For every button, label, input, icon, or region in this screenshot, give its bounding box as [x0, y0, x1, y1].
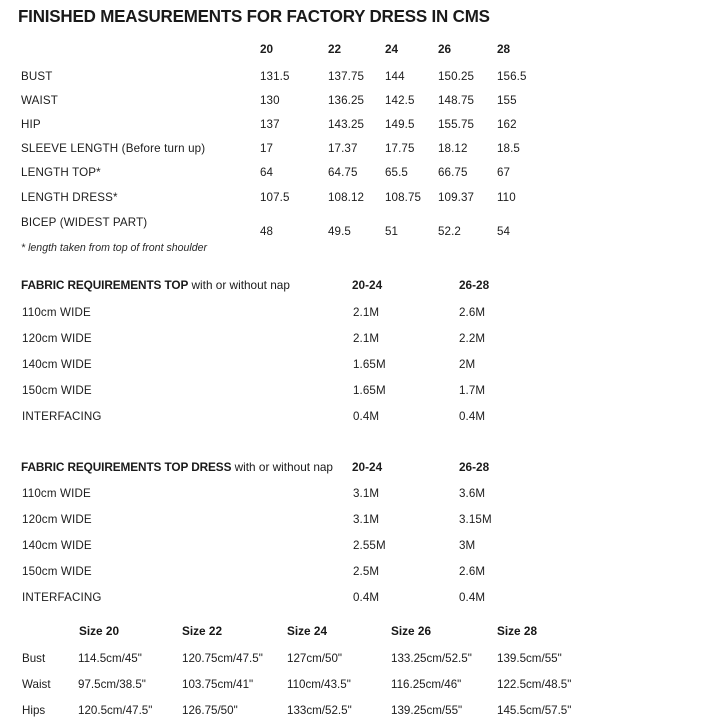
table-cell: 139.5cm/55"	[497, 652, 562, 665]
fabric-dress-column-header: 20-24	[352, 460, 383, 474]
table-row-label: LENGTH DRESS*	[21, 191, 118, 204]
table-row-label: WAIST	[21, 94, 59, 107]
table-cell: 0.4M	[459, 410, 486, 423]
table-cell: 17	[260, 142, 274, 155]
table-cell: 64.75	[328, 166, 358, 179]
table-cell: 17.75	[385, 142, 415, 155]
size-chart-header: Size 24	[287, 624, 328, 638]
fabric-top-column-header: 26-28	[459, 278, 490, 292]
table-cell: 136.25	[328, 94, 365, 107]
table-row-label: LENGTH TOP*	[21, 166, 101, 179]
table-cell: 145.5cm/57.5"	[497, 704, 572, 717]
table-cell: 2.55M	[353, 539, 386, 552]
table-cell: 155.75	[438, 118, 475, 131]
table-cell: 148.75	[438, 94, 475, 107]
table-row-label: INTERFACING	[22, 591, 102, 604]
table-cell: 122.5cm/48.5"	[497, 678, 572, 691]
table-row-label: 150cm WIDE	[22, 384, 92, 397]
table-cell: 133.25cm/52.5"	[391, 652, 472, 665]
table-row-label: Hips	[22, 704, 46, 717]
table-row-label: SLEEVE LENGTH (Before turn up)	[21, 142, 206, 155]
table-cell: 155	[497, 94, 517, 107]
measurements-footnote: * length taken from top of front shoulder	[21, 242, 208, 254]
fabric-top-heading-strong: FABRIC REQUIREMENTS TOP	[21, 278, 189, 292]
page-title: FINISHED MEASUREMENTS FOR FACTORY DRESS IN CMS	[18, 6, 490, 26]
table-cell: 130	[260, 94, 280, 107]
measurements-size-header: 28	[497, 42, 511, 56]
table-cell: 109.37	[438, 191, 475, 204]
table-cell: 126.75/50"	[182, 704, 238, 717]
table-cell: 116.25cm/46"	[391, 678, 462, 691]
fabric-dress-heading-light: with or without nap	[231, 460, 333, 474]
table-row-label: HIP	[21, 118, 41, 131]
measurements-size-header: 24	[385, 42, 399, 56]
table-cell: 3.1M	[353, 487, 380, 500]
fabric-dress-heading-strong: FABRIC REQUIREMENTS TOP DRESS	[21, 460, 232, 474]
table-cell: 108.12	[328, 191, 365, 204]
table-cell: 3.15M	[459, 513, 492, 526]
table-cell: 156.5	[497, 70, 527, 83]
fabric-dress-heading	[21, 462, 333, 474]
size-chart-header: Size 20	[79, 624, 120, 638]
table-cell: 2.2M	[459, 332, 486, 345]
table-cell: 103.75cm/41"	[182, 678, 254, 691]
table-cell: 49.5	[328, 225, 351, 238]
table-cell: 51	[385, 225, 399, 238]
fabric-top-heading	[21, 280, 290, 292]
table-cell: 65.5	[385, 166, 408, 179]
table-row-label: 150cm WIDE	[22, 565, 92, 578]
table-row-label: 110cm WIDE	[22, 487, 91, 500]
measurements-size-header: 22	[328, 42, 342, 56]
table-cell: 120.5cm/47.5"	[78, 704, 153, 717]
size-chart-header: Size 22	[182, 624, 223, 638]
table-cell: 0.4M	[353, 591, 380, 604]
table-cell: 2.6M	[459, 565, 486, 578]
table-cell: 2M	[459, 358, 476, 371]
table-row-label: Waist	[22, 678, 51, 691]
table-cell: 2.5M	[353, 565, 380, 578]
table-row-label: 120cm WIDE	[22, 513, 92, 526]
table-cell: 3.1M	[353, 513, 380, 526]
table-cell: 139.25cm/55"	[391, 704, 463, 717]
table-row-label: Bust	[22, 652, 46, 665]
table-cell: 48	[260, 225, 274, 238]
table-cell: 110cm/43.5"	[287, 678, 351, 691]
fabric-dress-column-header: 26-28	[459, 460, 490, 474]
table-cell: 143.25	[328, 118, 365, 131]
table-cell: 150.25	[438, 70, 475, 83]
table-cell: 133cm/52.5"	[287, 704, 352, 717]
table-cell: 54	[497, 225, 511, 238]
table-row-label: INTERFACING	[22, 410, 102, 423]
table-cell: 1.7M	[459, 384, 486, 397]
measurements-size-header: 20	[260, 42, 274, 56]
table-row-label: 120cm WIDE	[22, 332, 92, 345]
table-row-label: BUST	[21, 70, 53, 83]
table-row-label: 110cm WIDE	[22, 306, 91, 319]
table-cell: 2.1M	[353, 332, 380, 345]
table-cell: 137	[260, 118, 280, 131]
table-cell: 142.5	[385, 94, 415, 107]
table-cell: 67	[497, 166, 511, 179]
table-cell: 97.5cm/38.5"	[78, 678, 146, 691]
table-cell: 3.6M	[459, 487, 486, 500]
table-cell: 131.5	[260, 70, 290, 83]
table-cell: 127cm/50"	[287, 652, 343, 665]
table-cell: 110	[497, 191, 516, 204]
table-cell: 17.37	[328, 142, 358, 155]
table-cell: 3M	[459, 539, 476, 552]
fabric-top-column-header: 20-24	[352, 278, 383, 292]
size-chart-header: Size 28	[497, 624, 538, 638]
table-cell: 162	[497, 118, 517, 131]
table-cell: 107.5	[260, 191, 290, 204]
table-cell: 1.65M	[353, 358, 386, 371]
table-cell: 108.75	[385, 191, 422, 204]
table-cell: 52.2	[438, 225, 461, 238]
table-row-label: BICEP (WIDEST PART)	[21, 216, 148, 229]
table-cell: 144	[385, 70, 405, 83]
fabric-top-heading-light: with or without nap	[188, 278, 290, 292]
table-cell: 18.5	[497, 142, 520, 155]
table-cell: 18.12	[438, 142, 468, 155]
table-row-label: 140cm WIDE	[22, 539, 92, 552]
table-cell: 66.75	[438, 166, 468, 179]
table-cell: 64	[260, 166, 274, 179]
table-cell: 0.4M	[459, 591, 486, 604]
table-cell: 2.6M	[459, 306, 486, 319]
table-cell: 0.4M	[353, 410, 380, 423]
table-row-label: 140cm WIDE	[22, 358, 92, 371]
table-cell: 137.75	[328, 70, 365, 83]
measurements-size-header: 26	[438, 42, 452, 56]
size-chart-header: Size 26	[391, 624, 432, 638]
table-cell: 149.5	[385, 118, 415, 131]
table-cell: 1.65M	[353, 384, 386, 397]
table-cell: 2.1M	[353, 306, 380, 319]
table-cell: 120.75cm/47.5"	[182, 652, 263, 665]
table-cell: 114.5cm/45"	[78, 652, 142, 665]
